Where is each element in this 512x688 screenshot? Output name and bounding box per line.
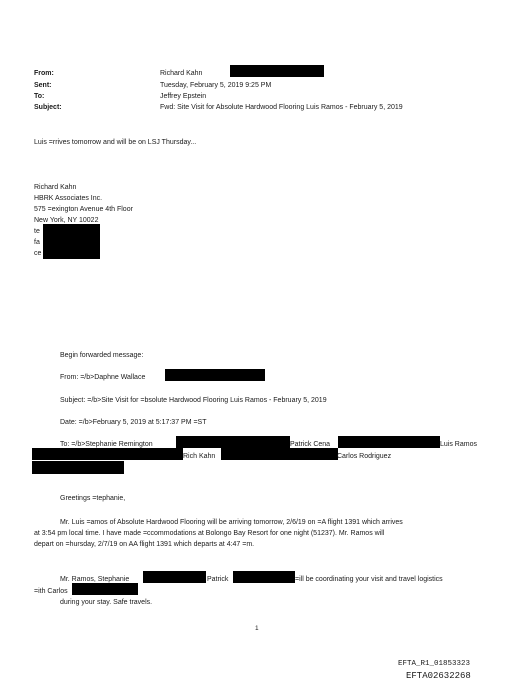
redaction-box (338, 436, 440, 448)
forwarded-subject: Subject: =/b>Site Visit for =bsolute Hardwood Flooring Luis Ramos - February 5, 2019 (60, 397, 327, 404)
page-number: 1 (255, 625, 259, 632)
paragraph-line: =ill be coordinating your visit and travel logistics (295, 576, 443, 583)
from-label: From: (34, 70, 54, 77)
redaction-box (32, 461, 124, 474)
redaction-box (43, 224, 100, 259)
body-intro: Luis =rrives tomorrow and will be on LSJ Thursday... (34, 139, 197, 146)
forwarded-to-patrick: Patrick Cena (290, 441, 331, 448)
signature-fax: fa (34, 239, 40, 246)
to-value: Jeffrey Epstein (160, 93, 207, 100)
redaction-box (176, 436, 290, 448)
signature-name: Richard Kahn (34, 184, 77, 191)
signature-tel: te (34, 228, 40, 235)
sent-label: Sent: (34, 82, 52, 89)
forwarded-from: From: =/b>Daphne Wallace (60, 374, 146, 381)
paragraph-line: Mr. Luis =amos of Absolute Hardwood Flooring will be arriving tomorrow, 2/6/19 on =A flight 1391 which arrives (60, 519, 403, 526)
to-label: To: (34, 93, 45, 100)
redaction-box (72, 583, 138, 595)
paragraph-line: Mr. Ramos, Stephanie (60, 576, 130, 583)
forwarded-to-luis: Luis Ramos (440, 441, 477, 448)
signature-cell: ce (34, 250, 42, 257)
paragraph-line: =ith Carlos (34, 588, 68, 595)
signature-city: New York, NY 10022 (34, 217, 99, 224)
paragraph-line: depart on =hursday, 2/7/19 on AA flight 1391 which departs at 4:47 =m. (34, 541, 255, 548)
greeting: Greetings =tephanie, (60, 495, 126, 502)
paragraph-line: Patrick (207, 576, 229, 583)
subject-label: Subject: (34, 104, 62, 111)
forwarded-begin: Begin forwarded message: (60, 352, 144, 359)
forwarded-date: Date: =/b>February 5, 2019 at 5:17:37 PM =ST (60, 419, 207, 426)
sent-value: Tuesday, February 5, 2019 9:25 PM (160, 82, 272, 89)
subject-value: Fwd: Site Visit for Absolute Hardwood Flooring Luis Ramos - February 5, 2019 (160, 104, 403, 111)
forwarded-to-rich: Rich Kahn (183, 453, 216, 460)
from-value: Richard Kahn (160, 70, 203, 77)
redaction-box (165, 369, 265, 381)
signature-address: 575 =exington Avenue 4th Floor (34, 206, 133, 213)
footer-id-primary: EFTA_R1_01853323 (398, 660, 471, 668)
paragraph-line: at 3:54 pm local time. I have made =ccommodations at Bolongo Bay Resort for one night (51237). Mr. Ramos will (34, 530, 385, 537)
footer-id-secondary: EFTA02632268 (406, 671, 471, 681)
redaction-box (143, 571, 206, 583)
forwarded-to: To: =/b>Stephanie Remington (60, 441, 153, 448)
redaction-box (233, 571, 295, 583)
redaction-box (32, 448, 183, 460)
paragraph-line: during your stay. Safe travels. (60, 599, 153, 606)
redaction-box (230, 65, 324, 77)
forwarded-to-carlos: Carlos Rodriguez (337, 453, 392, 460)
signature-company: HBRK Associates Inc. (34, 195, 103, 202)
redaction-box (221, 448, 338, 460)
